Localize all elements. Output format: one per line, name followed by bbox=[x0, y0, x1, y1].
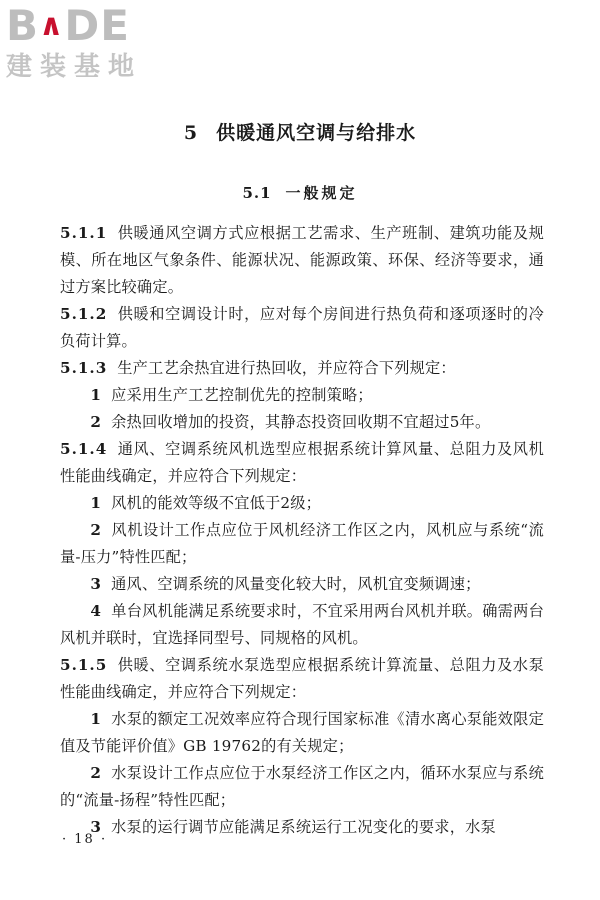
item-number: 2 bbox=[90, 413, 102, 431]
clause-text: 供暖、空调系统水泵选型应根据系统计算流量、总阻力及水泵性能曲线确定，并应符合下列规定： bbox=[60, 656, 544, 701]
item-text: 水泵的运行调节应能满足系统运行工况变化的要求，水泵 bbox=[111, 818, 496, 836]
clause-item bbox=[60, 760, 544, 814]
clause-item bbox=[60, 382, 544, 409]
clause bbox=[60, 355, 544, 382]
clause-number: 5.1.2 bbox=[60, 305, 108, 323]
item-number: 1 bbox=[90, 710, 102, 728]
item-text: 水泵的额定工况效率应符合现行国家标准《清水离心泵能效限定值及节能评价值》GB 19762的有关规定； bbox=[60, 710, 544, 755]
clause-item bbox=[60, 706, 544, 760]
item-number: 3 bbox=[90, 818, 102, 836]
item-number: 2 bbox=[90, 521, 102, 539]
clause bbox=[60, 220, 544, 301]
clause-text: 通风、空调系统风机选型应根据系统计算风量、总阻力及风机性能曲线确定，并应符合下列规定： bbox=[60, 440, 544, 485]
clause-text: 供暖通风空调方式应根据工艺需求、生产班制、建筑功能及规模、所在地区气象条件、能源状况、能源政策、环保、经济等要求，通过方案比较确定。 bbox=[60, 224, 544, 296]
item-text: 风机的能效等级不宜低于2级； bbox=[111, 494, 322, 512]
section-title: 一般规定 bbox=[285, 184, 358, 202]
section-number: 5.1 bbox=[242, 184, 272, 202]
item-text: 余热回收增加的投资，其静态投资回收期不宜超过5年。 bbox=[111, 413, 491, 431]
item-text: 风机设计工作点应位于风机经济工作区之内，风机应与系统“流量-压力”特性匹配； bbox=[60, 521, 544, 566]
clause-item bbox=[60, 814, 544, 841]
clause bbox=[60, 652, 544, 706]
logo-mark: B∧DE bbox=[6, 1, 130, 50]
logo-subtitle: 建装基地 bbox=[6, 52, 143, 82]
bade-logo bbox=[6, 1, 176, 94]
clause-item bbox=[60, 571, 544, 598]
clause-item bbox=[60, 598, 544, 652]
chapter-heading bbox=[0, 118, 600, 145]
clause-number: 5.1.1 bbox=[60, 224, 108, 242]
item-text: 水泵设计工作点应位于水泵经济工作区之内，循环水泵应与系统的“流量-扬程”特性匹配； bbox=[60, 764, 544, 809]
clause-item bbox=[60, 409, 544, 436]
clause-list bbox=[60, 220, 544, 841]
chapter-number: 5 bbox=[183, 122, 199, 144]
clause-number: 5.1.4 bbox=[60, 440, 108, 458]
clause bbox=[60, 436, 544, 490]
clause-item bbox=[60, 490, 544, 517]
item-number: 1 bbox=[90, 494, 102, 512]
clause-number: 5.1.3 bbox=[60, 359, 108, 377]
clause-text: 供暖和空调设计时，应对每个房间进行热负荷和逐项逐时的冷负荷计算。 bbox=[60, 305, 544, 350]
clause-number: 5.1.5 bbox=[60, 656, 108, 674]
clause-item bbox=[60, 517, 544, 571]
item-number: 2 bbox=[90, 764, 102, 782]
item-number: 1 bbox=[90, 386, 102, 404]
item-text: 通风、空调系统的风量变化较大时，风机宜变频调速； bbox=[111, 575, 481, 593]
item-text: 应采用生产工艺控制优先的控制策略； bbox=[111, 386, 373, 404]
clause-text: 生产工艺余热宜进行热回收，并应符合下列规定： bbox=[117, 359, 456, 377]
section-heading bbox=[0, 182, 600, 203]
item-number: 3 bbox=[90, 575, 102, 593]
page-number: · 18 · bbox=[62, 832, 108, 847]
item-number: 4 bbox=[90, 602, 102, 620]
item-text: 单台风机能满足系统要求时，不宜采用两台风机并联。确需两台风机并联时，宜选择同型号、同规格的风机。 bbox=[60, 602, 544, 647]
clause bbox=[60, 301, 544, 355]
chapter-title: 供暖通风空调与给排水 bbox=[216, 122, 417, 144]
